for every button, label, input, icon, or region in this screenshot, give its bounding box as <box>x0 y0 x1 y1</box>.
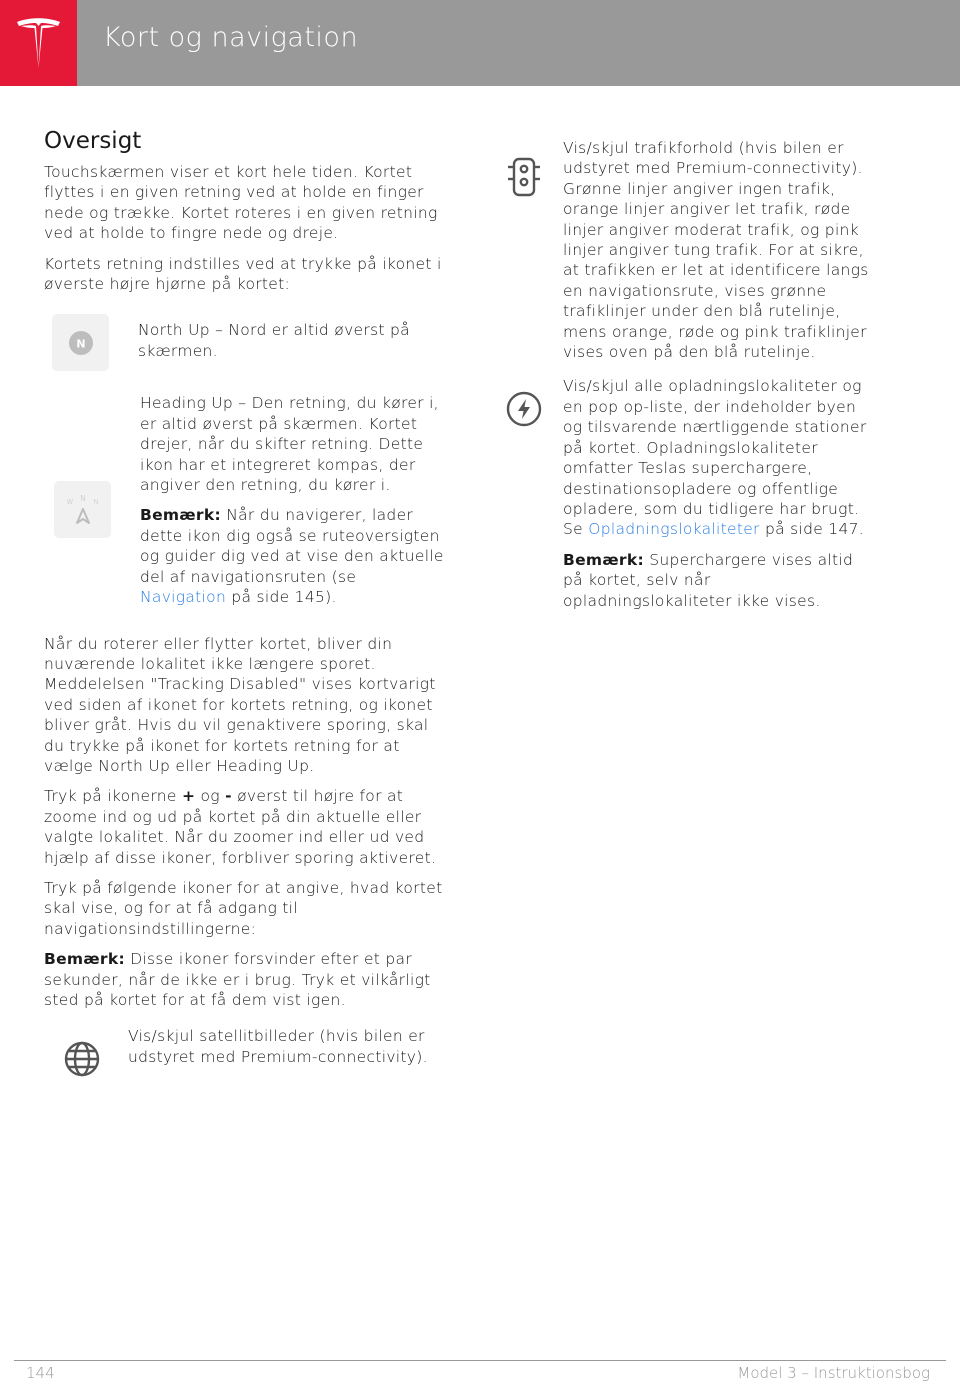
globe-icon <box>44 1030 120 1087</box>
heading-up-text: Heading Up – Den retning, du kører i, er altid øverst på skærmen. Kortet drejer, når du skifter retning. Dette ikon har et integreret kompas, der angiver den retning, du kører i. <box>140 394 439 495</box>
left-column <box>44 128 444 1087</box>
traffic-text: Vis/skjul trafikforhold (hvis bilen er udstyret med Premium-connectivity). Grønne linjer angiver ingen trafik, orange linjer angiver let trafik, røde linjer angiver moderat trafik, og pink linjer angiver tung trafik. For at sikre, at trafikken er let at identificere langs en navigationsrute, vises grønne trafiklinjer under den blå rutelinje, mens orange, røde og pink trafiklinjer vises oven på den blå rutelinje. <box>563 139 869 362</box>
footer-manual-title: Model 3 – Instruktionsbog <box>737 1364 930 1382</box>
charging-text <box>563 376 875 539</box>
svg-text:N: N <box>75 337 86 351</box>
charging-body: Vis/skjul alle opladningslokaliteter og en pop op-liste, der indeholder byen og tilsvarende nærtliggende stationer på kortet. Opladningslokaliteter omfatter Teslas superchargere, destinationsopladere og offentlige opladere, som du tidligere har brugt. Se <box>563 377 867 539</box>
charging-row <box>495 376 875 620</box>
charging-note-label: Bemærk: <box>563 550 644 569</box>
satellite-row <box>44 1026 444 1087</box>
page-title: Kort og navigation <box>103 22 359 53</box>
note-tail: på side 145). <box>226 588 337 607</box>
charging-tail: på side 147. <box>759 520 865 539</box>
charging-note <box>563 550 875 611</box>
right-column <box>495 138 875 621</box>
zoom-text-b: og <box>195 787 226 806</box>
icons-intro: Tryk på følgende ikoner for at angive, hvad kortet skal vise, og for at få adgang til navigationsindstillingerne: <box>44 878 443 938</box>
traffic-row <box>495 138 875 372</box>
charging-bolt-icon <box>495 380 552 437</box>
tesla-logo <box>0 0 77 86</box>
note2-label: Bemærk: <box>44 950 125 969</box>
zoom-paragraph <box>44 786 444 868</box>
zoom-text-c: øverst til højre for at zoome ind og ud på kortet på din aktuelle eller valgte lokalitet. Når du zoomer ind eller ud ved hjælp af disse ikoner, forbliver sporing aktiveret. <box>44 787 437 867</box>
svg-text:W: W <box>66 497 73 506</box>
page-header <box>0 0 960 86</box>
north-up-text: North Up – Nord er altid øverst på skærmen. <box>138 321 410 360</box>
overview-paragraph: Touchskærmen viser et kort hele tiden. Kortet flyttes i en given retning ved at holde en finger nede og trække. Kortet roteres i en given retning ved at holde to fingre nede og dreje. <box>44 163 438 243</box>
navigation-link[interactable]: Navigation <box>140 588 227 607</box>
tracking-paragraph: Når du roterer eller flytter kortet, bliver din nuværende lokalitet ikke længere sporet. Meddelelsen "Tracking Disabled" vises kortvarigt ved siden af ikonet for kortets retning, og ikonet bliver gråt. Hvis du vil genaktivere sporing, skal du trykke på ikonet for kortets retning for at vælge North Up eller Heading Up. <box>44 634 436 775</box>
page-number: 144 <box>26 1364 55 1382</box>
note-text: Når du navigerer, lader dette ikon dig også se ruteoversigten og guider dig ved at vise den aktuelle del af navigationsruten (se <box>140 506 444 586</box>
footer-divider <box>14 1360 946 1361</box>
heading-up-row <box>44 393 444 617</box>
orientation-intro: Kortets retning indstilles ved at trykke på ikonet i øverste højre hjørne på kortet: <box>44 254 442 294</box>
charging-locations-link[interactable]: Opladningslokaliteter <box>588 520 760 539</box>
note2-text: Disse ikoner forsvinder efter et par sekunder, når de ikke er i brug. Tryk et vilkårligt sted på kortet for at få dem vist igen. <box>44 950 431 1009</box>
traffic-light-icon <box>495 148 552 205</box>
svg-text:N: N <box>79 493 86 503</box>
charging-note-text: Superchargere vises altid på kortet, selv når opladningslokaliteter ikke vises. <box>563 550 854 610</box>
zoom-minus: - <box>225 787 232 806</box>
north-up-icon <box>52 314 109 371</box>
section-heading: Oversigt <box>44 128 142 154</box>
north-up-row <box>44 314 444 371</box>
zoom-plus: + <box>181 787 196 806</box>
icons-note <box>44 949 444 1010</box>
heading-up-note <box>140 505 444 607</box>
svg-text:N: N <box>92 497 99 506</box>
zoom-text-a: Tryk på ikonerne <box>44 787 182 806</box>
satellite-text: Vis/skjul satellitbilleder (hvis bilen er udstyret med Premium-connectivity). <box>128 1027 428 1066</box>
heading-up-icon <box>54 481 111 538</box>
note-label: Bemærk: <box>140 506 221 525</box>
